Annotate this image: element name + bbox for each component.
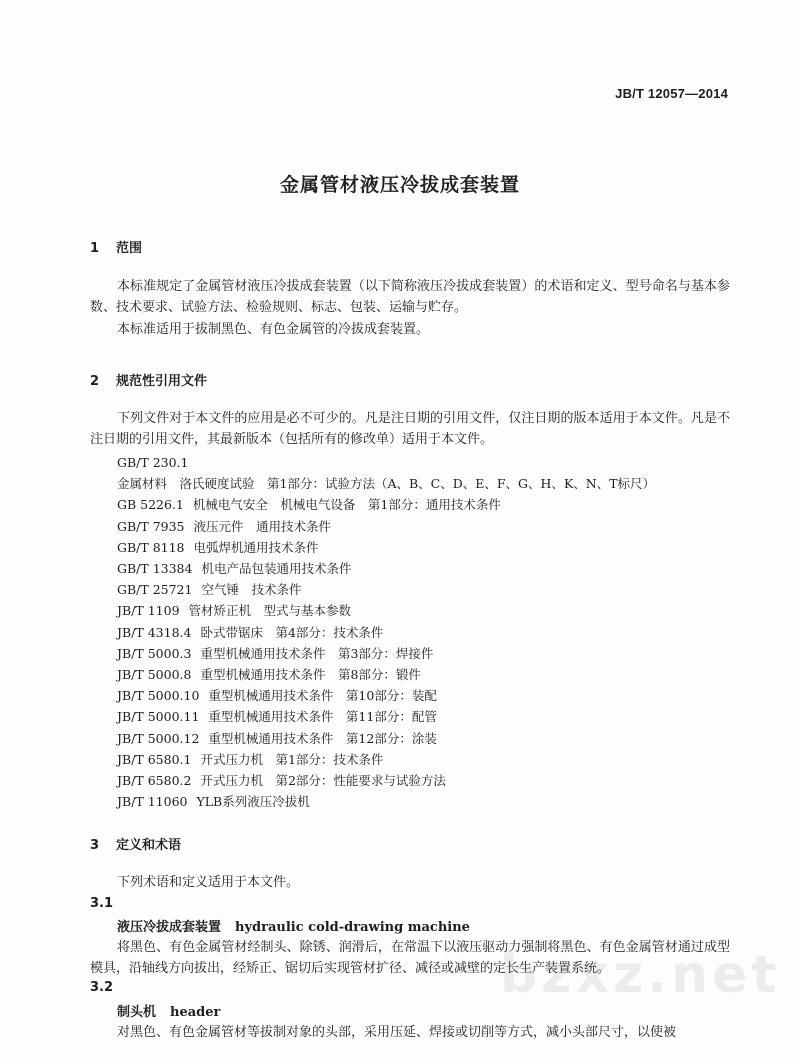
- section-title: 定义和术语: [116, 838, 182, 853]
- reference-item: [117, 452, 732, 494]
- reference-item: [117, 537, 732, 558]
- term-definition: 对黑色、有色金属管材等拔制对象的头部，采用压延、焊接或切削等方式，减小头部尺寸，以使被: [117, 1025, 677, 1040]
- reference-code: GB/T 13384: [117, 561, 193, 577]
- reference-code: JB/T 4318.4: [117, 624, 192, 640]
- references-intro: 下列文件对于本文件的应用是必不可少的。凡是注日期的引用文件，仅注日期的版本适用于本文件。凡是不注日期的引用文件，其最新版本（包括所有的修改单）适用于本文件。: [90, 411, 730, 447]
- reference-title: 重型机械通用技术条件 第8部分：锻件: [200, 667, 421, 683]
- reference-code: JB/T 5000.8: [117, 667, 192, 683]
- reference-code: JB/T 5000.11: [117, 709, 200, 725]
- section-3-heading: [90, 834, 181, 853]
- reference-list: [117, 452, 732, 812]
- reference-title: 空气锤 技术条件: [201, 582, 302, 598]
- term-heading: [117, 916, 470, 935]
- reference-title: YLB系列液压冷拔机: [196, 794, 310, 810]
- reference-title: 重型机械通用技术条件 第10部分：装配: [208, 688, 437, 704]
- section-number: 1: [90, 241, 100, 256]
- reference-item: [117, 770, 732, 791]
- reference-item: [117, 664, 732, 685]
- reference-title: 开式压力机 第1部分：技术条件: [200, 751, 384, 767]
- reference-title: 管材矫正机 型式与基本参数: [188, 603, 352, 619]
- section-2-heading: [90, 370, 207, 389]
- section-title: 范围: [116, 241, 143, 256]
- reference-item: [117, 706, 732, 727]
- reference-code: JB/T 6580.2: [117, 773, 192, 789]
- reference-title: 重型机械通用技术条件 第12部分：涂装: [208, 730, 437, 746]
- reference-title: 液压元件 通用技术条件: [193, 518, 332, 534]
- reference-title: 开式压力机 第2部分：性能要求与试验方法: [200, 773, 446, 789]
- reference-item: [117, 791, 732, 812]
- reference-item: [117, 600, 732, 621]
- reference-item: [117, 749, 732, 770]
- reference-item: [117, 494, 732, 515]
- term-zh: 液压冷拔成套装置: [117, 920, 222, 935]
- reference-item: [117, 622, 732, 643]
- reference-code: GB/T 230.1: [117, 455, 189, 470]
- reference-title: 重型机械通用技术条件 第3部分：焊接件: [200, 645, 434, 661]
- section-title: 规范性引用文件: [116, 374, 208, 389]
- reference-code: JB/T 6580.1: [117, 751, 192, 767]
- scope-paragraph: 本标准规定了金属管材液压冷拔成套装置（以下简称液压冷拔成套装置）的术语和定义、型号命名与基本参数、技术要求、试验方法、检验规则、标志、包装、运输与贮存。: [90, 279, 730, 315]
- reference-code: GB/T 8118: [117, 539, 185, 555]
- scope-applicability: 本标准适用于拔制黑色、有色金属管的冷拔成套装置。: [117, 322, 430, 337]
- reference-code: JB/T 5000.12: [117, 730, 200, 746]
- reference-code: GB 5226.1: [117, 497, 184, 513]
- term-zh: 制头机: [117, 1005, 157, 1020]
- reference-item: [117, 685, 732, 706]
- standard-code: JB/T 12057—2014: [615, 86, 728, 101]
- watermark: bzxz.net: [500, 945, 781, 1005]
- section-1-heading: [90, 237, 142, 256]
- reference-title: 金属材料 洛氏硬度试验 第1部分：试验方法（A、B、C、D、E、F、G、H、K、N、T标尺）: [117, 476, 656, 492]
- document-title: 金属管材液压冷拔成套装置: [279, 174, 520, 196]
- reference-title: 电弧焊机通用技术条件: [193, 539, 319, 555]
- term-number: 3.2: [90, 980, 114, 995]
- term-definition: 将黑色、有色金属管材经制头、除锈、润滑后，在常温下以液压驱动力强制将黑色、有色金属管材通过成型模具，沿轴线方向拔出，经矫正、锯切后实现管材扩径、减径或减壁的定长生产装置系统。: [90, 940, 730, 976]
- terms-intro: 下列术语和定义适用于本文件。: [117, 875, 300, 890]
- reference-code: JB/T 5000.3: [117, 645, 192, 661]
- reference-title: 机械电气安全 机械电气设备 第1部分：通用技术条件: [192, 497, 501, 513]
- term-number: 3.1: [90, 896, 114, 911]
- reference-code: JB/T 5000.10: [117, 688, 200, 704]
- reference-code: JB/T 11060: [117, 794, 188, 810]
- reference-item: [117, 728, 732, 749]
- reference-title: 机电产品包装通用技术条件: [201, 561, 352, 577]
- reference-code: GB/T 7935: [117, 518, 185, 534]
- reference-item: [117, 516, 732, 537]
- term-en: header: [170, 1005, 221, 1020]
- section-number: 2: [90, 374, 100, 389]
- reference-title: 卧式带锯床 第4部分：技术条件: [200, 624, 384, 640]
- reference-item: [117, 643, 732, 664]
- section-number: 3: [90, 838, 100, 853]
- reference-title: 重型机械通用技术条件 第11部分：配管: [208, 709, 437, 725]
- term-en: hydraulic cold-drawing machine: [235, 920, 470, 935]
- reference-code: JB/T 1109: [117, 603, 180, 619]
- term-heading: [117, 1001, 220, 1020]
- reference-item: [117, 558, 732, 579]
- reference-item: [117, 579, 732, 600]
- reference-code: GB/T 25721: [117, 582, 193, 598]
